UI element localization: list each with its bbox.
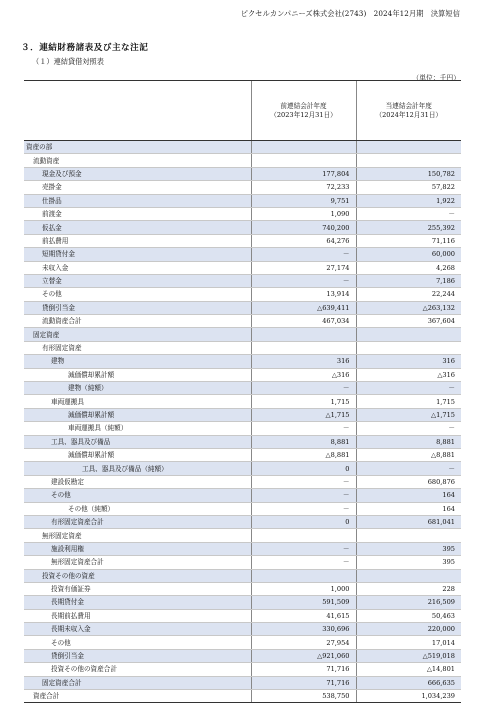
prev-period-value: －	[251, 382, 356, 395]
prev-period-value: －	[251, 422, 356, 435]
table-row	[24, 649, 461, 662]
prev-period-value: 1,715	[251, 395, 356, 408]
table-row	[24, 301, 461, 314]
prev-period-value: －	[251, 502, 356, 515]
row-label: 立替金	[24, 274, 251, 287]
current-period-value: 1,034,239	[356, 690, 461, 703]
table-row	[24, 382, 461, 395]
row-label: 前渡金	[24, 207, 251, 220]
row-label: 流動資産合計	[24, 315, 251, 328]
row-label: 車両運搬具（純額）	[24, 422, 251, 435]
table-row	[24, 690, 461, 703]
current-period-value: 150,782	[356, 167, 461, 180]
table-row	[24, 569, 461, 582]
current-period-value	[356, 569, 461, 582]
current-period-value: 4,268	[356, 261, 461, 274]
row-label: 長期前払費用	[24, 609, 251, 622]
prev-period-value	[251, 529, 356, 542]
prev-period-title: 前連結会計年度	[280, 101, 327, 110]
table-row	[24, 663, 461, 676]
current-period-value: △1,715	[356, 408, 461, 421]
current-period-value: 395	[356, 556, 461, 569]
table-header-row	[24, 81, 461, 141]
prev-period-value: －	[251, 556, 356, 569]
current-period-value: 666,635	[356, 676, 461, 689]
current-period-value: 680,876	[356, 475, 461, 488]
row-label: 貸倒引当金	[24, 301, 251, 314]
current-period-value	[356, 341, 461, 354]
table-row	[24, 368, 461, 381]
table-row	[24, 422, 461, 435]
current-period-date: （2024年12月31日）	[375, 110, 443, 119]
current-period-value	[356, 141, 461, 154]
current-period-value: 216,509	[356, 596, 461, 609]
prev-period-value: －	[251, 248, 356, 261]
prev-period-value	[251, 341, 356, 354]
prev-period-value: △316	[251, 368, 356, 381]
prev-period-value: 0	[251, 462, 356, 475]
current-period-value: 316	[356, 355, 461, 368]
row-label: 有形固定資産合計	[24, 515, 251, 528]
balance-sheet-table	[24, 80, 461, 703]
row-label: 資産合計	[24, 690, 251, 703]
prev-period-value	[251, 328, 356, 341]
current-period-value: 255,392	[356, 221, 461, 234]
prev-period-value: 316	[251, 355, 356, 368]
section-title: ３．連結財務諸表及び主な注記	[21, 43, 149, 53]
current-period-value	[356, 328, 461, 341]
prev-period-value: －	[251, 489, 356, 502]
table-row	[24, 462, 461, 475]
prev-period-value: △8,881	[251, 448, 356, 461]
table-row	[24, 154, 461, 167]
row-label: 売掛金	[24, 181, 251, 194]
table-row	[24, 167, 461, 180]
prev-period-header	[251, 81, 356, 141]
prev-period-value: 27,174	[251, 261, 356, 274]
table-row	[24, 221, 461, 234]
row-label: 車両運搬具	[24, 395, 251, 408]
row-label: 建設仮勘定	[24, 475, 251, 488]
prev-period-value: 538,750	[251, 690, 356, 703]
table-body	[24, 141, 461, 703]
row-label: 建物	[24, 355, 251, 368]
table-row	[24, 556, 461, 569]
table-row	[24, 408, 461, 421]
table-row	[24, 435, 461, 448]
current-period-value: 1,922	[356, 194, 461, 207]
row-label: その他	[24, 489, 251, 502]
table-row	[24, 341, 461, 354]
table-row	[24, 542, 461, 555]
current-period-value: △14,801	[356, 663, 461, 676]
current-period-value: 164	[356, 502, 461, 515]
row-label: 貸倒引当金	[24, 649, 251, 662]
row-label: 減価償却累計額	[24, 408, 251, 421]
current-period-value: △8,881	[356, 448, 461, 461]
current-period-value: 395	[356, 542, 461, 555]
row-label: 短期貸付金	[24, 248, 251, 261]
current-period-value: －	[356, 422, 461, 435]
row-label: 投資有価証券	[24, 582, 251, 595]
row-label: 減価償却累計額	[24, 448, 251, 461]
current-period-value: 71,116	[356, 234, 461, 247]
row-label: 未収入金	[24, 261, 251, 274]
table-row	[24, 261, 461, 274]
current-period-value: 8,881	[356, 435, 461, 448]
row-label: 仕掛品	[24, 194, 251, 207]
table-row	[24, 248, 461, 261]
table-row	[24, 395, 461, 408]
table-row	[24, 288, 461, 301]
prev-period-value: 467,034	[251, 315, 356, 328]
label-column-header	[24, 81, 251, 141]
table-row	[24, 529, 461, 542]
row-label: 固定資産	[24, 328, 251, 341]
current-period-value: 50,463	[356, 609, 461, 622]
current-period-value: △263,132	[356, 301, 461, 314]
current-period-header	[356, 81, 461, 141]
table-row	[24, 596, 461, 609]
prev-period-date: （2023年12月31日）	[270, 110, 337, 119]
prev-period-value: －	[251, 542, 356, 555]
table-row	[24, 676, 461, 689]
table-row	[24, 502, 461, 515]
table-row	[24, 315, 461, 328]
row-label: 工具、器具及び備品	[24, 435, 251, 448]
current-period-value: 17,014	[356, 636, 461, 649]
table-row	[24, 234, 461, 247]
prev-period-value: △639,411	[251, 301, 356, 314]
row-label: 現金及び預金	[24, 167, 251, 180]
current-period-value: △316	[356, 368, 461, 381]
row-label: 有形固定資産	[24, 341, 251, 354]
table-row	[24, 355, 461, 368]
table-row	[24, 274, 461, 287]
prev-period-value	[251, 569, 356, 582]
row-label: 投資その他の資産	[24, 569, 251, 582]
row-label: その他	[24, 288, 251, 301]
table-row	[24, 475, 461, 488]
prev-period-value: 177,804	[251, 167, 356, 180]
prev-period-value: 13,914	[251, 288, 356, 301]
prev-period-value: △1,715	[251, 408, 356, 421]
sub-title: （１）連結貸借対照表	[32, 57, 104, 66]
current-period-value: 7,186	[356, 274, 461, 287]
prev-period-value: 0	[251, 515, 356, 528]
row-label: その他	[24, 636, 251, 649]
row-label: 無形固定資産合計	[24, 556, 251, 569]
prev-period-value: 27,954	[251, 636, 356, 649]
prev-period-value	[251, 154, 356, 167]
current-period-value: －	[356, 207, 461, 220]
current-period-value: 220,000	[356, 623, 461, 636]
row-label: 仮払金	[24, 221, 251, 234]
current-period-title: 当連結会計年度	[385, 101, 432, 110]
table-row	[24, 448, 461, 461]
prev-period-value: 1,000	[251, 582, 356, 595]
table-row	[24, 194, 461, 207]
table-row	[24, 582, 461, 595]
row-label: 長期未収入金	[24, 623, 251, 636]
current-period-value: 681,041	[356, 515, 461, 528]
table-row	[24, 181, 461, 194]
prev-period-value: 591,509	[251, 596, 356, 609]
current-period-value: 57,822	[356, 181, 461, 194]
row-label: 投資その他の資産合計	[24, 663, 251, 676]
row-label: 長期貸付金	[24, 596, 251, 609]
row-label: 無形固定資産	[24, 529, 251, 542]
prev-period-value: 740,200	[251, 221, 356, 234]
prev-period-value: △921,060	[251, 649, 356, 662]
table-row	[24, 328, 461, 341]
prev-period-value: 71,716	[251, 663, 356, 676]
prev-period-value: 64,276	[251, 234, 356, 247]
prev-period-value: 1,090	[251, 207, 356, 220]
prev-period-value: 41,615	[251, 609, 356, 622]
current-period-value: 164	[356, 489, 461, 502]
prev-period-value	[251, 141, 356, 154]
row-label: その他（純額）	[24, 502, 251, 515]
row-label: 前払費用	[24, 234, 251, 247]
current-period-value: 60,000	[356, 248, 461, 261]
row-label: 施設利用権	[24, 542, 251, 555]
current-period-value: －	[356, 382, 461, 395]
document-header: ピクセルカンパニーズ株式会社(2743) 2024年12月期 決算短信	[240, 9, 460, 18]
row-label: 工具、器具及び備品（純額）	[24, 462, 251, 475]
current-period-value: △519,018	[356, 649, 461, 662]
table-row	[24, 623, 461, 636]
table-row	[24, 609, 461, 622]
table-row	[24, 515, 461, 528]
unit-label: （単位：千円）	[412, 74, 460, 82]
current-period-value: 22,244	[356, 288, 461, 301]
prev-period-value: 9,751	[251, 194, 356, 207]
prev-period-value: 72,233	[251, 181, 356, 194]
current-period-value: 367,604	[356, 315, 461, 328]
current-period-value: 1,715	[356, 395, 461, 408]
prev-period-value: －	[251, 274, 356, 287]
table-row	[24, 207, 461, 220]
current-period-value	[356, 529, 461, 542]
current-period-value	[356, 154, 461, 167]
prev-period-value: －	[251, 475, 356, 488]
row-label: 資産の部	[24, 141, 251, 154]
table-row	[24, 489, 461, 502]
table-row	[24, 141, 461, 154]
prev-period-value: 71,716	[251, 676, 356, 689]
row-label: 減価償却累計額	[24, 368, 251, 381]
row-label: 固定資産合計	[24, 676, 251, 689]
table-row	[24, 636, 461, 649]
current-period-value: 228	[356, 582, 461, 595]
row-label: 流動資産	[24, 154, 251, 167]
row-label: 建物（純額）	[24, 382, 251, 395]
prev-period-value: 330,696	[251, 623, 356, 636]
prev-period-value: 8,881	[251, 435, 356, 448]
current-period-value: －	[356, 462, 461, 475]
